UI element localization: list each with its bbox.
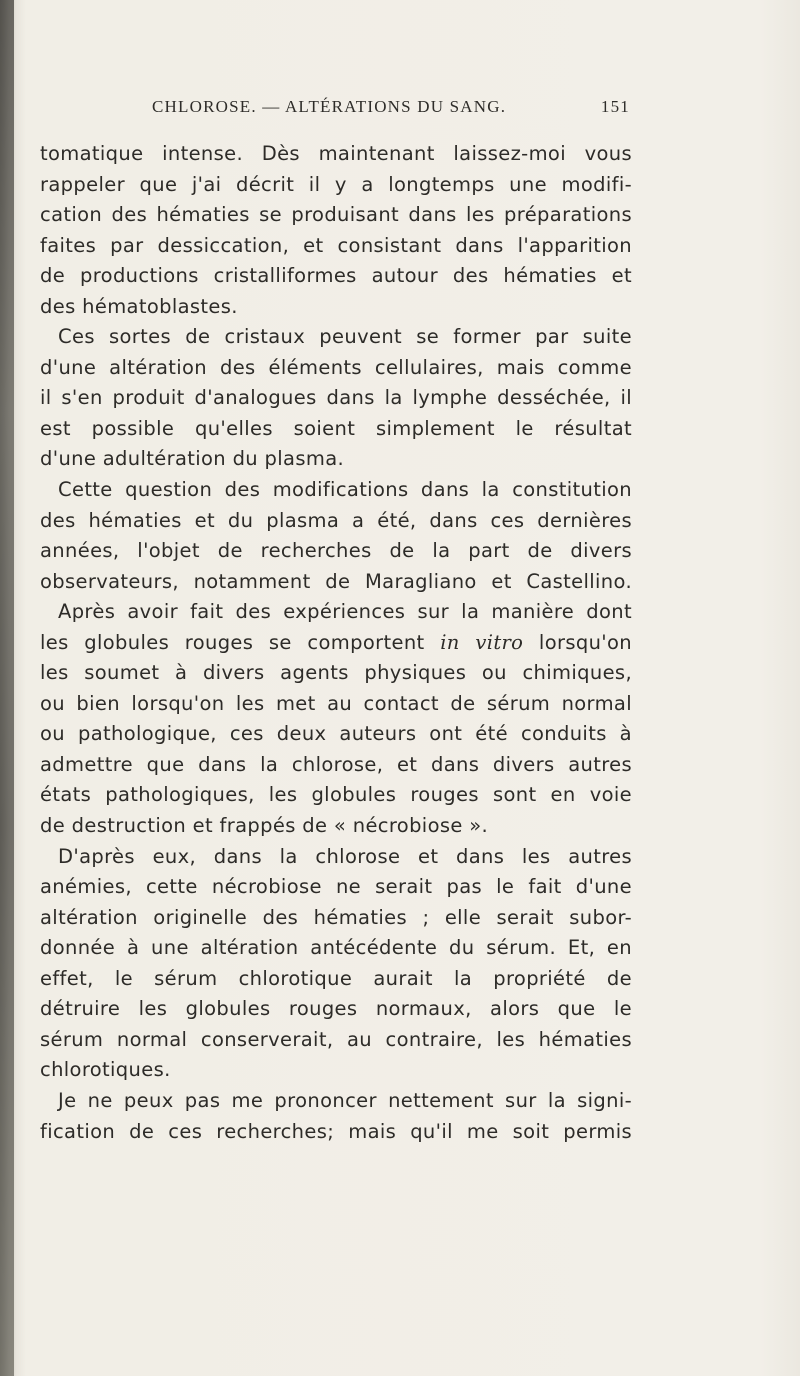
text-line: Je ne peux pas me prononcer nettement sur la signi- <box>58 1088 632 1112</box>
text-line: années, l'objet de recherches de la part de divers <box>40 539 632 563</box>
text-line: cation des hématies se produisant dans les préparations <box>40 203 632 227</box>
body-text <box>40 139 632 1147</box>
text-line: D'après eux, dans la chlorose et dans les autres <box>58 844 632 868</box>
text-line: des hématoblastes. <box>40 294 238 318</box>
binding-gutter <box>0 0 14 1376</box>
text-line: altération originelle des hématies ; elle serait subor- <box>40 905 632 929</box>
text-line-italic <box>40 628 632 659</box>
text-line: chlorotiques. <box>40 1058 171 1082</box>
text-line: rappeler que j'ai décrit il y a longtemps une modifi- <box>40 172 632 196</box>
text-segment: les globules rouges se comportent <box>40 630 441 654</box>
text-line: effet, le sérum chlorotique aurait la propriété de <box>40 966 632 990</box>
text-line: il s'en produit d'analogues dans la lymphe desséchée, il <box>40 386 632 410</box>
text-line: détruire les globules rouges normaux, alors que le <box>40 997 632 1021</box>
page-number: 151 <box>600 97 630 116</box>
text-line: les soumet à divers agents physiques ou chimiques, <box>40 661 632 685</box>
text-line: Ces sortes de cristaux peuvent se former par suite <box>58 325 632 349</box>
text-line: Cette question des modifications dans la constitution <box>58 478 632 502</box>
running-title: CHLOROSE. — ALTÉRATIONS DU SANG. <box>152 97 507 116</box>
italic-phrase: in vitro <box>440 630 524 654</box>
running-header <box>152 97 630 121</box>
text-line: faites par dessiccation, et consistant dans l'apparition <box>40 233 632 257</box>
text-line: tomatique intense. Dès maintenant laissez-moi vous <box>40 142 632 165</box>
text-line: observateurs, notamment de Maragliano et Castellino. <box>40 569 632 593</box>
text-line: d'une adultération du plasma. <box>40 447 345 471</box>
text-line: d'une altération des éléments cellulaires, mais comme <box>40 355 632 379</box>
text-line: de destruction et frappés de « nécrobiose ». <box>40 814 489 838</box>
text-line: anémies, cette nécrobiose ne serait pas le fait d'une <box>40 875 632 899</box>
text-line: sérum normal conserverait, au contraire, les hématies <box>40 1027 632 1051</box>
text-segment: lorsqu'on <box>523 630 632 654</box>
text-line: est possible qu'elles soient simplement le résultat <box>40 416 632 440</box>
text-line: des hématies et du plasma a été, dans ces dernières <box>40 508 632 532</box>
text-line: ou pathologique, ces deux auteurs ont été conduits à <box>40 722 632 746</box>
text-line: états pathologiques, les globules rouges sont en voie <box>40 783 632 807</box>
text-line: de productions cristalliformes autour des hématies et <box>40 264 632 288</box>
text-line: Après avoir fait des expériences sur la manière dont <box>58 600 632 624</box>
text-line: ou bien lorsqu'on les met au contact de sérum normal <box>40 691 632 715</box>
text-line: fication de ces recherches; mais qu'il me soit permis <box>40 1119 632 1143</box>
text-line: donnée à une altération antécédente du sérum. Et, en <box>40 936 632 960</box>
text-line: admettre que dans la chlorose, et dans divers autres <box>40 752 632 776</box>
